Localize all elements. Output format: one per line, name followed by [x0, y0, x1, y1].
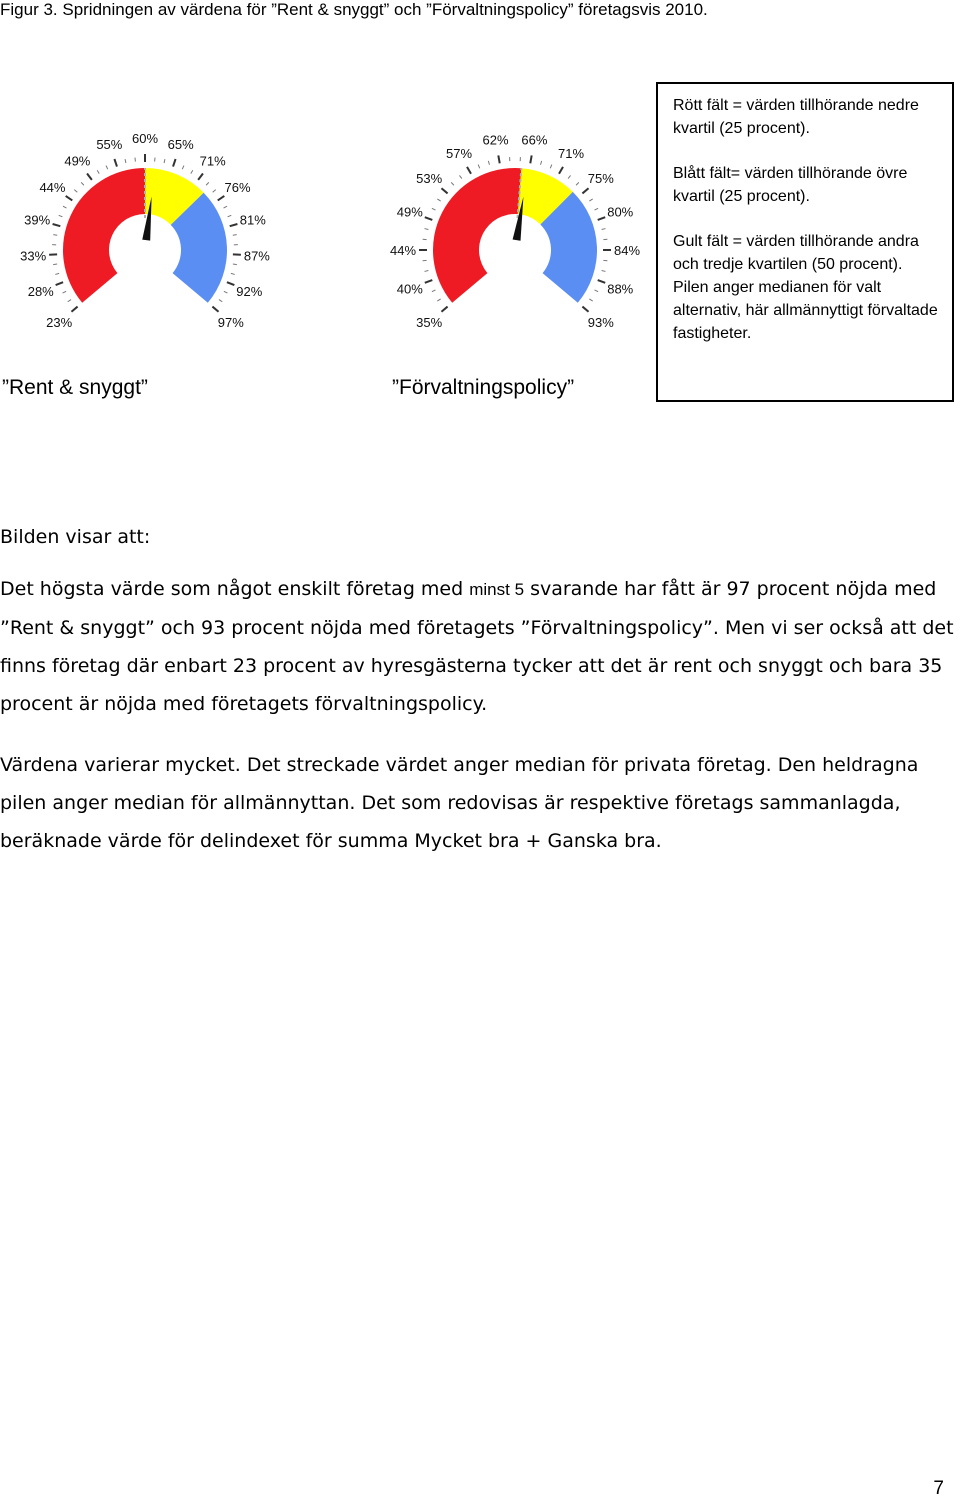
- gauge-rent-snyggt-title: ”Rent & snyggt”: [2, 376, 148, 399]
- gauge-tick-label: 76%: [224, 179, 251, 195]
- gauge-minor-tick: [53, 235, 57, 236]
- gauge-tick: [218, 196, 225, 201]
- gauge-minor-tick: [182, 166, 184, 170]
- gauge-tick-label: 71%: [557, 146, 585, 162]
- gauge-tick-label: 97%: [217, 314, 244, 330]
- gauge-tick-label: 35%: [416, 314, 443, 330]
- gauge-tick: [441, 307, 447, 312]
- gauge-tick: [53, 224, 61, 226]
- gauge-minor-tick: [576, 182, 579, 185]
- gauge-tick-label: 62%: [482, 132, 509, 148]
- gauge-tick: [173, 159, 176, 167]
- gauge-minor-tick: [437, 199, 440, 201]
- gauge-tick-label: 87%: [243, 248, 270, 264]
- gauge-tick: [230, 224, 238, 226]
- gauge-minor-tick: [231, 273, 235, 274]
- gauge-minor-tick: [191, 170, 193, 173]
- gauge-minor-tick: [432, 208, 436, 210]
- gauge-minor-tick: [432, 290, 436, 292]
- gauge-tick-label: 88%: [607, 281, 634, 297]
- gauge-tick: [598, 217, 606, 220]
- gauge-minor-tick: [602, 229, 606, 230]
- gauge-minor-tick: [97, 170, 99, 173]
- gauge-tick-label: 53%: [416, 171, 443, 187]
- legend-yellow: Gult fält = värden tillhörande andra och tredje kvartilen (50 procent). Pilen anger medianen för valt alternativ, här allmännyttigt förvaltade fastigheter.: [673, 233, 938, 342]
- gauge-minor-tick: [602, 271, 606, 272]
- gauge-tick-label: 49%: [64, 153, 91, 169]
- gauge-minor-tick: [63, 206, 67, 208]
- gauge-forvaltningspolicy: [370, 132, 650, 340]
- gauge-minor-tick: [228, 215, 232, 216]
- gauge-minor-tick: [451, 182, 454, 185]
- gauge-tick: [425, 280, 433, 283]
- paragraph-2: Värdena varierar mycket. Det streckade värdet anger median för privata företag. Den heldragna pilen anger median för allmännyttan. Det som redovisas är respektive företags sammanlagda, beräknade värde för delindexet för summa Mycket bra + Ganska bra.: [0, 754, 919, 852]
- gauge-tick-label: 92%: [236, 283, 263, 299]
- gauge-minor-tick: [595, 208, 599, 210]
- gauge-tick: [498, 155, 499, 163]
- gauge-forvaltningspolicy-title: ”Förvaltningspolicy”: [392, 376, 575, 399]
- gauge-tick-label: 71%: [199, 153, 226, 169]
- gauge-minor-tick: [213, 190, 216, 193]
- legend-blue: Blått fält= värden tillhörande övre kvartil (25 procent).: [673, 165, 908, 205]
- gauge-rent-snyggt-svg: [0, 131, 280, 340]
- gauge-tick-label: 84%: [613, 243, 641, 258]
- gauge-tick-label: 81%: [239, 212, 266, 228]
- gauge-minor-tick: [164, 159, 165, 163]
- gauge-tick: [227, 282, 234, 285]
- gauge-minor-tick: [74, 190, 77, 193]
- gauge-minor-tick: [425, 271, 429, 272]
- gauge-tick: [71, 307, 77, 312]
- gauge-rent-snyggt: [0, 131, 280, 340]
- gauge-minor-tick: [541, 161, 542, 165]
- gauge-minor-tick: [59, 215, 63, 216]
- gauge-tick-label: 65%: [167, 136, 194, 152]
- gauge-tick: [56, 282, 63, 285]
- paragraph-1-part-b: svarande har fått är 97 procent nöjda med ”Rent & snyggt” och 93 procent nöjda med företagets ”Förvaltningspolicy”. Men vi ser också att det finns företag där enbart 23 procent av hyresgästerna tycker att det är rent och snyggt och bara 35 procent är nöjda med företagets förvaltningspolicy.: [0, 578, 954, 715]
- gauge-tick: [530, 155, 531, 163]
- gauge-tick: [198, 173, 203, 179]
- gauge-minor-tick: [81, 182, 84, 185]
- gauge-minor-tick: [219, 300, 222, 302]
- gauge-minor-tick: [63, 291, 67, 293]
- paragraph-1-small: minst 5: [469, 580, 525, 599]
- gauge-tick: [87, 173, 92, 179]
- gauge-minor-tick: [55, 273, 59, 274]
- gauge-tick: [66, 196, 73, 201]
- gauge-minor-tick: [589, 199, 592, 201]
- gauge-minor-tick: [233, 264, 237, 265]
- gauge-tick-label: 55%: [96, 136, 123, 152]
- gauge-forvaltningspolicy-svg: [370, 132, 650, 340]
- gauge-minor-tick: [595, 290, 599, 292]
- gauge-tick-label: 75%: [587, 171, 614, 187]
- gauge-minor-tick: [425, 229, 429, 230]
- gauge-tick: [212, 307, 218, 312]
- gauge-tick-label: 44%: [389, 243, 417, 258]
- gauge-tick-label: 57%: [445, 146, 473, 162]
- gauge-tick-label: 23%: [46, 314, 73, 330]
- gauge-minor-tick: [488, 161, 489, 165]
- figure-caption: Figur 3. Spridningen av värdena för ”Rent & snyggt” och ”Förvaltningspolicy” företagsvis 2010.: [0, 0, 708, 19]
- gauge-minor-tick: [68, 300, 71, 302]
- gauge-minor-tick: [233, 235, 237, 236]
- gauge-tick: [559, 167, 563, 174]
- gauge-tick: [441, 188, 447, 193]
- gauge-tick-label: 66%: [521, 132, 548, 148]
- gauge-minor-tick: [550, 165, 552, 169]
- paragraph-1: [0, 570, 956, 723]
- gauge-minor-tick: [106, 166, 108, 170]
- legend-box: [656, 82, 954, 402]
- gauge-tick: [425, 217, 433, 220]
- gauge-tick: [467, 167, 471, 174]
- intro-text: Bilden visar att:: [0, 526, 151, 548]
- gauge-minor-tick: [125, 159, 126, 163]
- gauge-tick-label: 39%: [24, 212, 51, 228]
- legend-red: Rött fält = värden tillhörande nedre kvartil (25 procent).: [673, 97, 919, 137]
- gauge-tick-label: 80%: [607, 204, 634, 220]
- gauge-band-0: [433, 168, 521, 303]
- page-number: 7: [933, 1478, 944, 1499]
- gauge-tick-label: 93%: [587, 314, 614, 330]
- gauge-tick-label: 40%: [396, 281, 423, 297]
- gauge-tick: [114, 159, 117, 167]
- gauge-minor-tick: [206, 182, 209, 185]
- gauge-minor-tick: [568, 175, 570, 178]
- gauge-tick-label: 28%: [27, 283, 54, 299]
- gauge-tick: [598, 280, 606, 283]
- gauge-minor-tick: [478, 165, 480, 169]
- gauge-tick: [582, 307, 588, 312]
- gauge-minor-tick: [224, 206, 228, 208]
- gauge-minor-tick: [224, 291, 228, 293]
- gauge-tick-label: 49%: [396, 204, 423, 220]
- gauge-minor-tick: [589, 299, 592, 301]
- gauge-minor-tick: [53, 264, 57, 265]
- gauge-tick-label: 60%: [131, 131, 159, 146]
- gauge-tick-label: 33%: [20, 248, 47, 264]
- gauge-minor-tick: [437, 299, 440, 301]
- paragraph-1-part-a: Det högsta värde som något enskilt företag med: [0, 578, 470, 600]
- gauge-tick-label: 44%: [39, 179, 66, 195]
- gauge-tick: [582, 188, 588, 193]
- gauge-band-0: [63, 168, 145, 303]
- gauge-minor-tick: [459, 175, 461, 178]
